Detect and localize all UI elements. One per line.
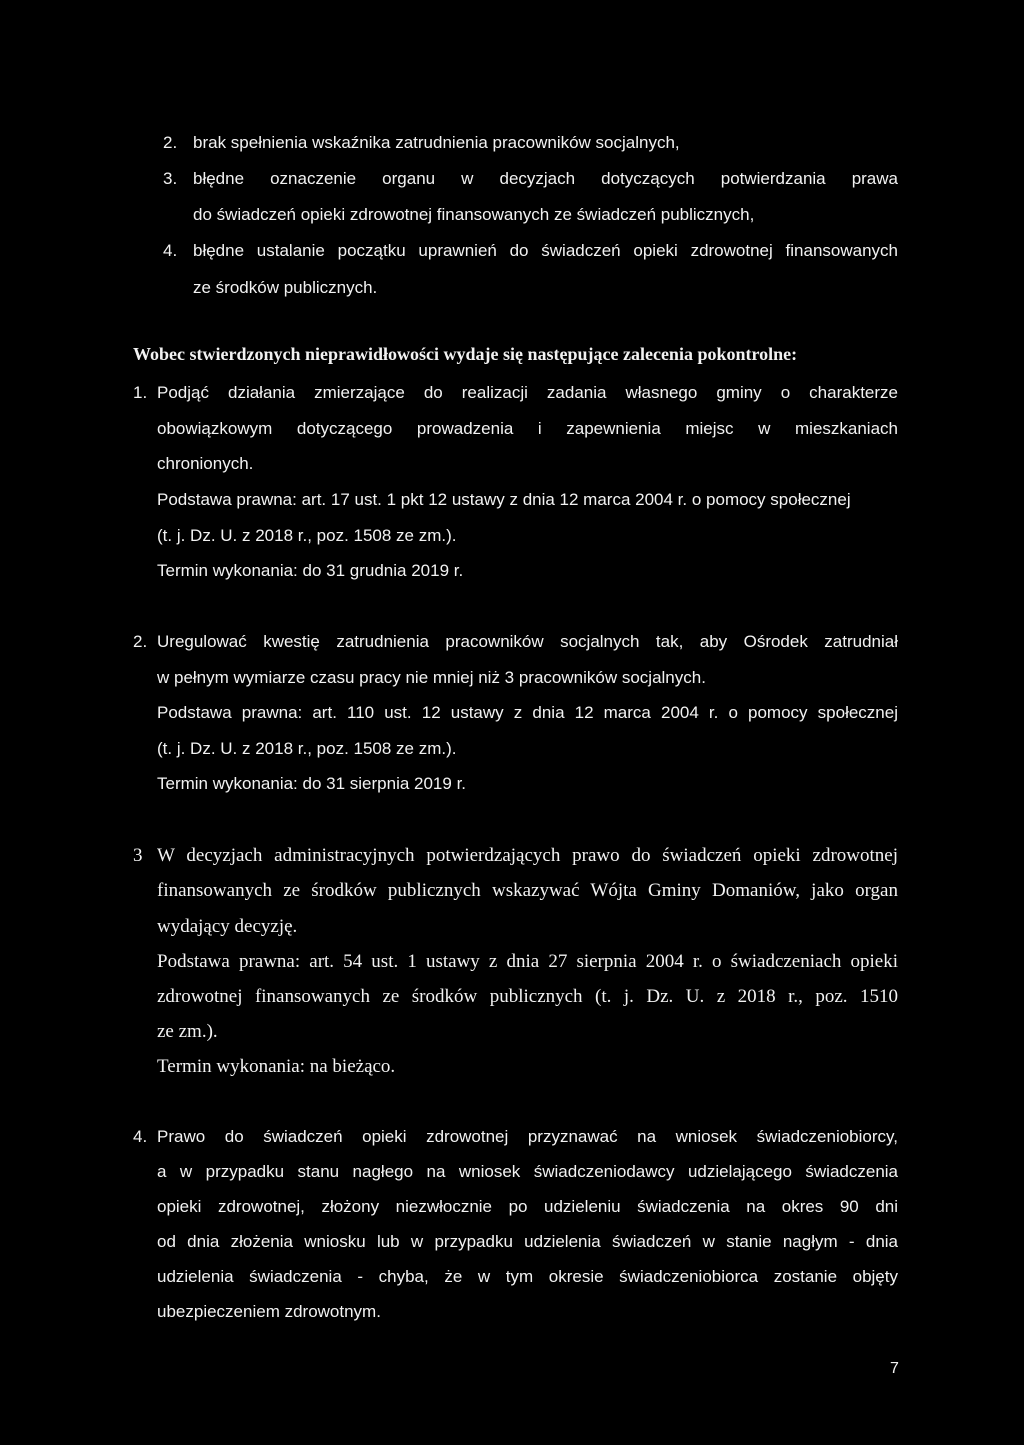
recommendation-text: Podjąć działania zmierzające do realizacji zadania własnego gminy o charakterze bbox=[157, 383, 898, 402]
recommendation-number: 2. bbox=[133, 632, 148, 651]
legal-basis: Podstawa prawna: art. 17 ust. 1 pkt 12 ustawy z dnia 12 marca 2004 r. o pomocy społecznej bbox=[157, 490, 851, 509]
recommendation-text: wydający decyzję. bbox=[157, 916, 298, 937]
list-item-text: ze środków publicznych. bbox=[193, 278, 378, 297]
legal-basis: Podstawa prawna: art. 54 ust. 1 ustawy z dnia 27 sierpnia 2004 r. o świadczeniach opieki bbox=[157, 951, 898, 972]
recommendation-number: 4. bbox=[133, 1127, 148, 1146]
recommendation-text: finansowanych ze środków publicznych wskazywać Wójta Gminy Domaniów, jako organ bbox=[157, 880, 898, 901]
deadline: Termin wykonania: na bieżąco. bbox=[157, 1056, 396, 1077]
recommendation-text: a w przypadku stanu nagłego na wniosek świadczeniodawcy udzielającego świadczenia bbox=[157, 1162, 898, 1181]
list-item-text: brak spełnienia wskaźnika zatrudnienia pracowników socjalnych, bbox=[193, 133, 680, 152]
recommendation-text: Prawo do świadczeń opieki zdrowotnej przyznawać na wniosek świadczeniobiorcy, bbox=[157, 1127, 898, 1146]
recommendation-text: od dnia złożenia wniosku lub w przypadku udzielenia świadczeń w stanie nagłym - dnia bbox=[157, 1232, 898, 1251]
recommendation-text: obowiązkowym dotyczącego prowadzenia i zapewnienia miejsc w mieszkaniach bbox=[157, 419, 898, 438]
section-heading: Wobec stwierdzonych nieprawidłowości wydaje się następujące zalecenia pokontrolne: bbox=[133, 344, 798, 364]
recommendation-text: chronionych. bbox=[157, 454, 254, 473]
list-item-text: błędne ustalanie początku uprawnień do świadczeń opieki zdrowotnej finansowanych bbox=[193, 241, 898, 260]
recommendation-text: ubezpieczeniem zdrowotnym. bbox=[157, 1302, 381, 1321]
recommendation-number: 1. bbox=[133, 383, 148, 402]
legal-basis: ze zm.). bbox=[157, 1021, 218, 1042]
list-number: 3. bbox=[163, 169, 178, 188]
legal-basis: (t. j. Dz. U. z 2018 r., poz. 1508 ze zm.). bbox=[157, 526, 457, 545]
page-number: 7 bbox=[890, 1360, 899, 1377]
recommendation-text: W decyzjach administracyjnych potwierdzających prawo do świadczeń opieki zdrowotnej bbox=[157, 845, 898, 866]
deadline: Termin wykonania: do 31 grudnia 2019 r. bbox=[157, 561, 464, 580]
list-item-text: błędne oznaczenie organu w decyzjach dotyczących potwierdzania prawa bbox=[193, 169, 898, 188]
legal-basis: zdrowotnej finansowanych ze środków publicznych (t. j. Dz. U. z 2018 r., poz. 1510 bbox=[157, 986, 898, 1007]
legal-basis: Podstawa prawna: art. 110 ust. 12 ustawy z dnia 12 marca 2004 r. o pomocy społecznej bbox=[157, 703, 898, 722]
list-number: 2. bbox=[163, 133, 178, 152]
recommendation-text: w pełnym wymiarze czasu pracy nie mniej niż 3 pracowników socjalnych. bbox=[157, 668, 706, 687]
recommendation-text: Uregulować kwestię zatrudnienia pracowników socjalnych tak, aby Ośrodek zatrudniał bbox=[157, 632, 898, 651]
recommendation-number: 3 bbox=[133, 845, 143, 866]
list-number: 4. bbox=[163, 241, 178, 260]
recommendation-text: udzielenia świadczenia - chyba, że w tym okresie świadczeniobiorca zostanie objęty bbox=[157, 1267, 898, 1286]
list-item-text: do świadczeń opieki zdrowotnej finansowanych ze świadczeń publicznych, bbox=[193, 205, 755, 224]
recommendation-text: opieki zdrowotnej, złożony niezwłocznie po udzieleniu świadczenia na okres 90 dni bbox=[157, 1197, 898, 1216]
legal-basis: (t. j. Dz. U. z 2018 r., poz. 1508 ze zm.). bbox=[157, 739, 457, 758]
deadline: Termin wykonania: do 31 sierpnia 2019 r. bbox=[157, 774, 467, 793]
